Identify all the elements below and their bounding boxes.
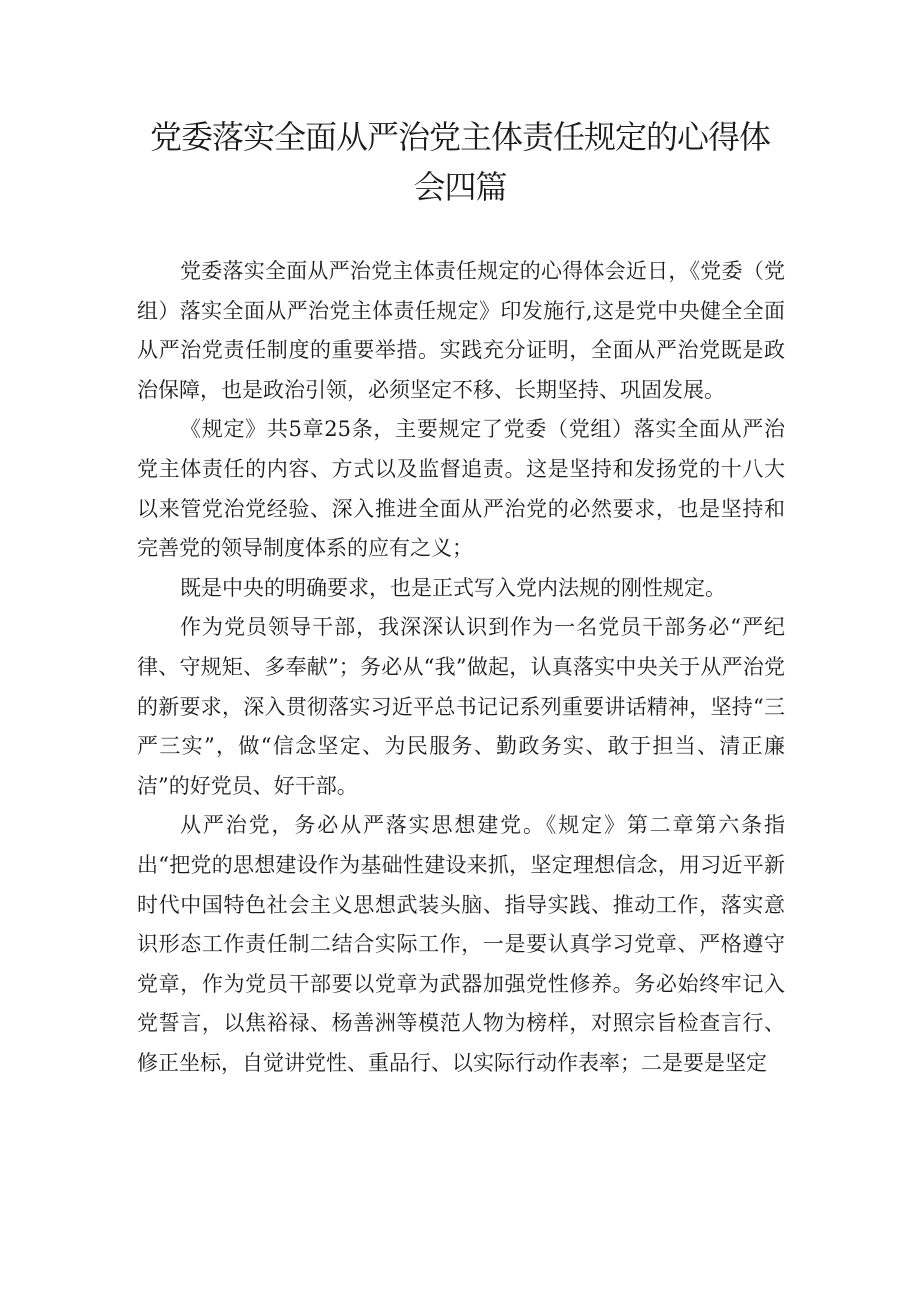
paragraph-regulation-overview: 《规定》共5章25条，主要规定了党委（党组）落实全面从严治党主体责任的内容、方式以及监督追责。这是坚持和发扬党的十八大以来管党治党经验、深入推进全面从严治党的必然要求，也是坚持和完善党的领导制度体系的应有之义； [137, 417, 785, 561]
document-body [137, 252, 785, 1083]
paragraph-central-requirement: 既是中央的明确要求，也是正式写入党内法规的刚性规定。 [180, 575, 727, 600]
paragraph-ideological-building: 从严治党，务必从严落实思想建党。《规定》第二章第六条指出“把党的思想建设作为基础性建设来抓，坚定理想信念，用习近平新时代中国特色社会主义思想武装头脑、指导实践、推动工作，落实意识形态工作责任制二结合实际工作，一是要认真学习党章、严格遵守党章，作为党员干部要以党章为武器加强党性修养。务必始终牢记入党誓言，以焦裕禄、杨善洲等模范人物为榜样，对照宗旨检查言行、修正坐标，自觉讲党性、重品行、以实际行动作表率；二是要是坚定 [137, 813, 785, 1075]
paragraph-intro: 党委落实全面从严治党主体责任规定的心得体会近日，《党委（党组）落实全面从严治党主体责任规定》印发施行,这是党中央健全全面从严治党责任制度的重要举措。实践充分证明，全面从严治党既是政治保障，也是政治引领，必须坚定不移、长期坚持、巩固发展。 [137, 259, 785, 402]
document-title: 党委落实全面从严治党主体责任规定的心得体会四篇 [150, 118, 771, 206]
paragraph-personal-commitment: 作为党员领导干部，我深深认识到作为一名党员干部务必“严纪律、守规矩、多奉献”；务必从“我”做起，认真落实中央关于从严治党的新要求，深入贯彻落实习近平总书记记系列重要讲话精神，坚持“三严三实”，做“信念坚定、为民服务、勤政务实、敢于担当、清正廉洁”的好党员、好干部。 [137, 615, 785, 798]
